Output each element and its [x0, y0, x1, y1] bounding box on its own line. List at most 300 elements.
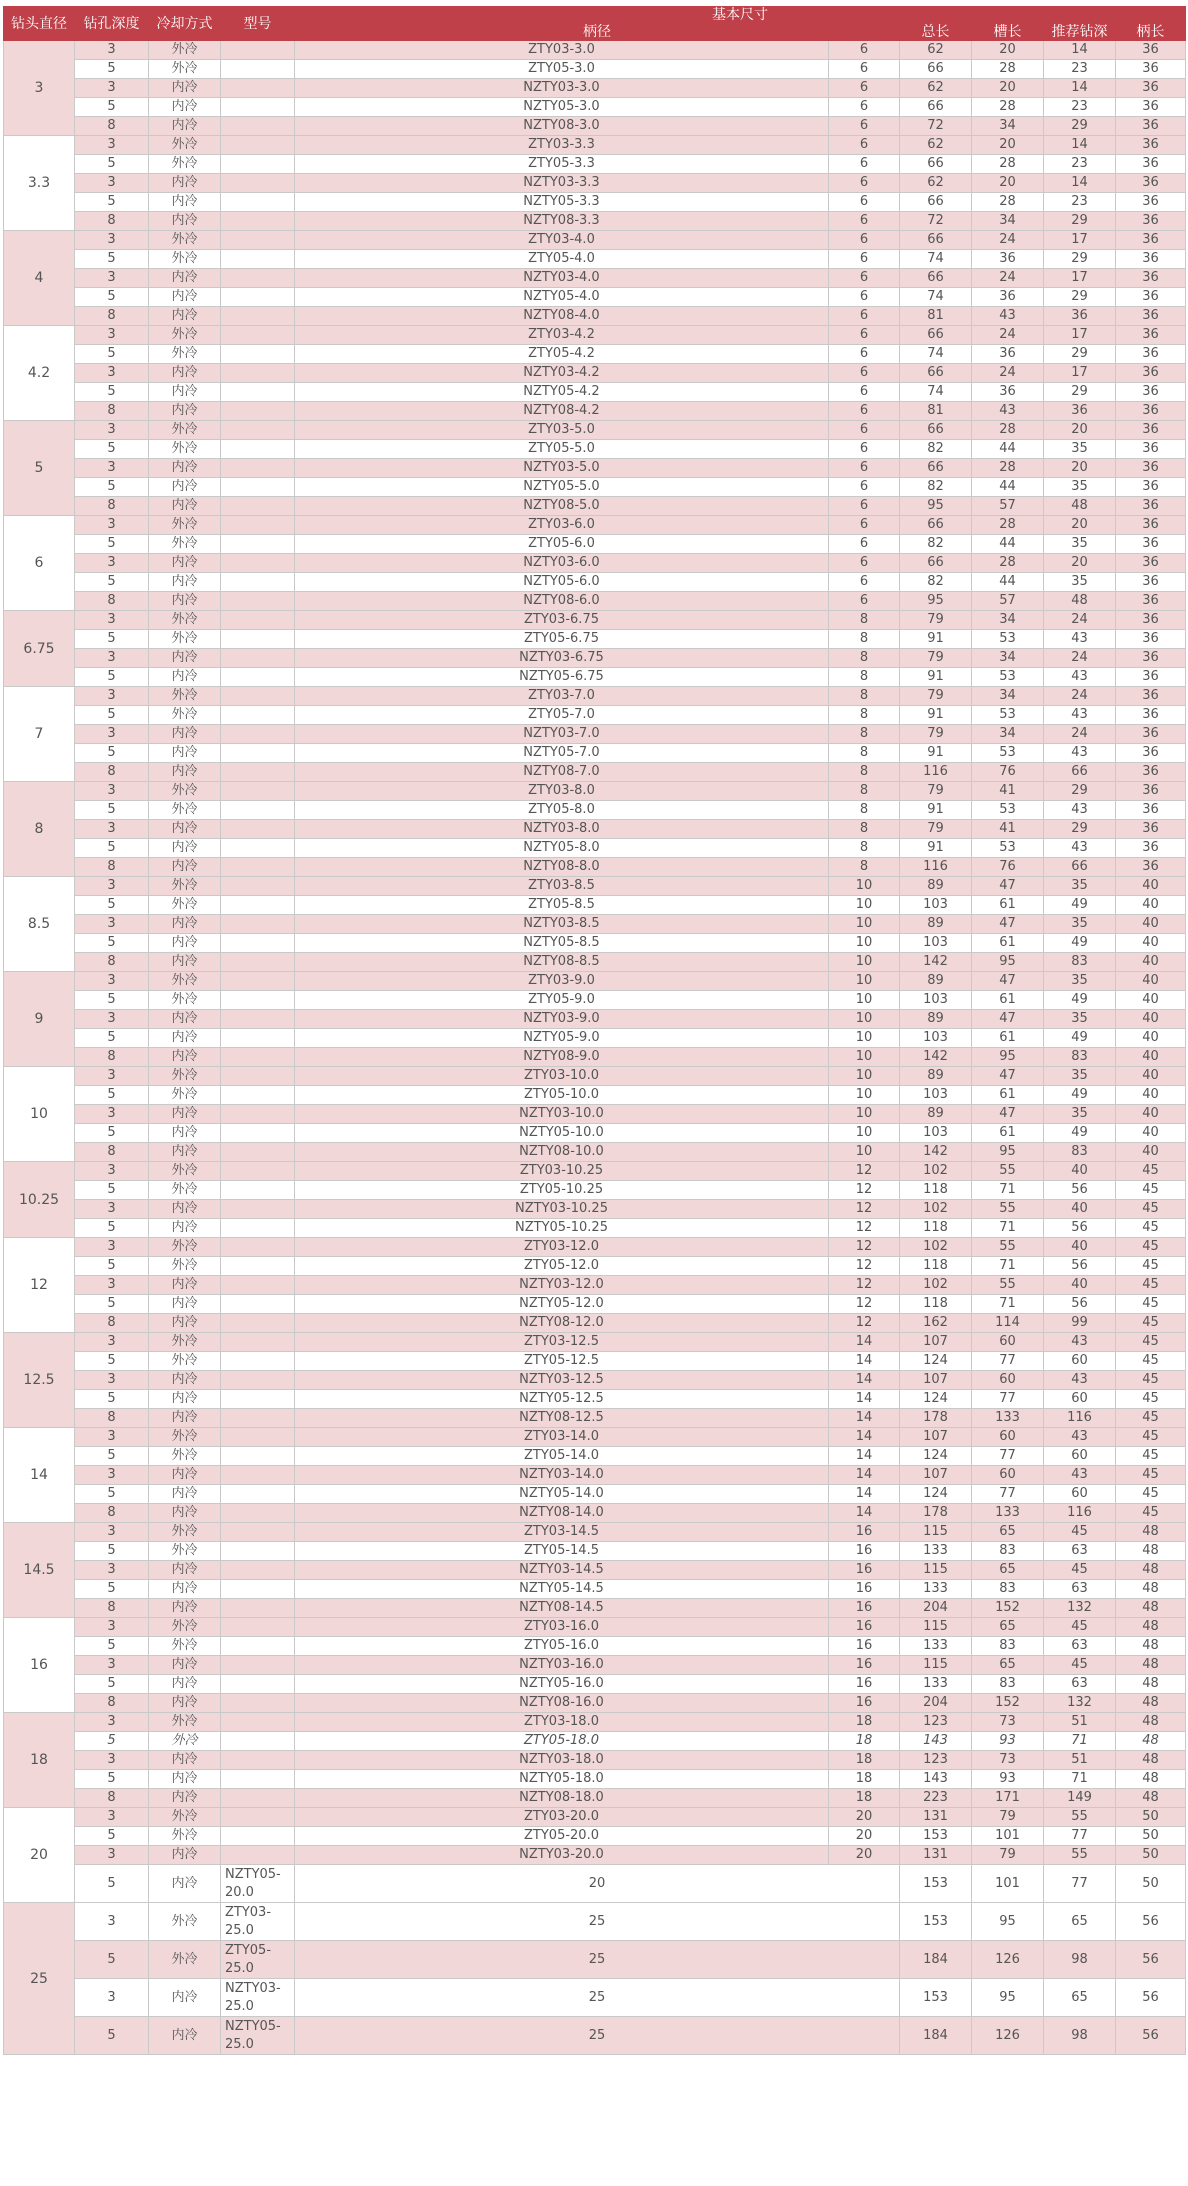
- total-length-cell: 102: [900, 1200, 972, 1219]
- cooling-cell: 内冷: [149, 1846, 221, 1865]
- recommended-depth-cell: 35: [1044, 1105, 1116, 1124]
- depth-cell: 5: [75, 630, 149, 649]
- cooling-cell: 外冷: [149, 611, 221, 630]
- model-spacer-cell: [221, 421, 295, 440]
- shank-diameter-cell: 14: [829, 1466, 900, 1485]
- model-cell: NZTY08-8.0: [295, 858, 829, 877]
- diameter-cell: 3: [4, 41, 75, 136]
- recommended-depth-cell: 20: [1044, 421, 1116, 440]
- cooling-cell: 内冷: [149, 592, 221, 611]
- shank-diameter-cell: 10: [829, 1086, 900, 1105]
- diameter-cell: 4: [4, 231, 75, 326]
- recommended-depth-cell: 35: [1044, 535, 1116, 554]
- shank-diameter-cell: 18: [829, 1770, 900, 1789]
- recommended-depth-cell: 17: [1044, 269, 1116, 288]
- cooling-cell: 内冷: [149, 1371, 221, 1390]
- recommended-depth-cell: 60: [1044, 1390, 1116, 1409]
- cooling-cell: 外冷: [149, 1732, 221, 1751]
- cooling-cell: 内冷: [149, 364, 221, 383]
- table-row: [4, 459, 1186, 478]
- shank-length-cell: 45: [1116, 1352, 1186, 1371]
- table-row: [4, 364, 1186, 383]
- model-spacer-cell: [221, 630, 295, 649]
- model-cell: ZTY03-8.0: [295, 782, 829, 801]
- shank-diameter-cell: 8: [829, 611, 900, 630]
- table-row: [4, 1865, 1186, 1903]
- recommended-depth-cell: 36: [1044, 402, 1116, 421]
- recommended-depth-cell: 43: [1044, 839, 1116, 858]
- table-row: [4, 1276, 1186, 1295]
- cooling-cell: 内冷: [149, 1010, 221, 1029]
- model-spacer-cell: [221, 535, 295, 554]
- table-row: [4, 478, 1186, 497]
- cooling-cell: 内冷: [149, 117, 221, 136]
- table-row: [4, 1238, 1186, 1257]
- cooling-cell: 外冷: [149, 1903, 221, 1941]
- recommended-depth-cell: 20: [1044, 459, 1116, 478]
- model-spacer-cell: [221, 345, 295, 364]
- cooling-cell: 内冷: [149, 858, 221, 877]
- shank-diameter-cell: 10: [829, 1010, 900, 1029]
- shank-length-cell: 45: [1116, 1276, 1186, 1295]
- shank-length-cell: 50: [1116, 1827, 1186, 1846]
- model-spacer-cell: [221, 117, 295, 136]
- slot-length-cell: 171: [972, 1789, 1044, 1808]
- depth-cell: 3: [75, 231, 149, 250]
- shank-length-cell: 36: [1116, 630, 1186, 649]
- model-cell: ZTY03-18.0: [295, 1713, 829, 1732]
- cooling-cell: 内冷: [149, 953, 221, 972]
- table-row: [4, 839, 1186, 858]
- shank-length-cell: 36: [1116, 79, 1186, 98]
- table-row: [4, 1162, 1186, 1181]
- cooling-cell: 内冷: [149, 1979, 221, 2017]
- table-row: [4, 1656, 1186, 1675]
- slot-length-cell: 24: [972, 269, 1044, 288]
- model-spacer-cell: [221, 459, 295, 478]
- cooling-cell: 内冷: [149, 288, 221, 307]
- shank-length-cell: 45: [1116, 1333, 1186, 1352]
- shank-diameter-cell: 18: [829, 1732, 900, 1751]
- recommended-depth-cell: 98: [1044, 2017, 1116, 2055]
- total-length-cell: 66: [900, 155, 972, 174]
- model-cell: NZTY05-16.0: [295, 1675, 829, 1694]
- model-cell: NZTY08-14.0: [295, 1504, 829, 1523]
- depth-cell: 5: [75, 535, 149, 554]
- cooling-cell: 内冷: [149, 478, 221, 497]
- total-length-cell: 103: [900, 1029, 972, 1048]
- slot-length-cell: 28: [972, 554, 1044, 573]
- recommended-depth-cell: 29: [1044, 782, 1116, 801]
- model-spacer-cell: [221, 1029, 295, 1048]
- depth-cell: 5: [75, 288, 149, 307]
- model-cell: NZTY08-3.0: [295, 117, 829, 136]
- slot-length-cell: 95: [972, 1903, 1044, 1941]
- depth-cell: 5: [75, 1029, 149, 1048]
- model-cell: ZTY05-10.25: [295, 1181, 829, 1200]
- table-row: [4, 1086, 1186, 1105]
- table-row: [4, 1409, 1186, 1428]
- depth-cell: 8: [75, 1314, 149, 1333]
- total-length-cell: 66: [900, 269, 972, 288]
- depth-cell: 3: [75, 1200, 149, 1219]
- depth-cell: 8: [75, 1143, 149, 1162]
- depth-cell: 8: [75, 763, 149, 782]
- diameter-cell: 10.25: [4, 1162, 75, 1238]
- model-cell: ZTY03-4.2: [295, 326, 829, 345]
- shank-diameter-cell: 10: [829, 1048, 900, 1067]
- shank-diameter-cell: 10: [829, 991, 900, 1010]
- shank-length-cell: 48: [1116, 1637, 1186, 1656]
- table-row: [4, 706, 1186, 725]
- model-spacer-cell: [221, 1124, 295, 1143]
- model-cell: NZTY08-12.0: [295, 1314, 829, 1333]
- slot-length-cell: 73: [972, 1751, 1044, 1770]
- model-cell: ZTY03-3.0: [295, 41, 829, 60]
- depth-cell: 3: [75, 820, 149, 839]
- shank-length-cell: 50: [1116, 1865, 1186, 1903]
- depth-cell: 3: [75, 1371, 149, 1390]
- model-spacer-cell: [221, 231, 295, 250]
- model-spacer-cell: [221, 592, 295, 611]
- recommended-depth-cell: 63: [1044, 1675, 1116, 1694]
- shank-length-cell: 48: [1116, 1694, 1186, 1713]
- model-spacer-cell: [221, 839, 295, 858]
- model-spacer-cell: [221, 1390, 295, 1409]
- model-cell: NZTY05-12.5: [295, 1390, 829, 1409]
- shank-length-cell: 40: [1116, 991, 1186, 1010]
- slot-length-cell: 44: [972, 573, 1044, 592]
- slot-length-cell: 28: [972, 421, 1044, 440]
- recommended-depth-cell: 29: [1044, 820, 1116, 839]
- recommended-depth-cell: 35: [1044, 1010, 1116, 1029]
- shank-length-cell: 36: [1116, 288, 1186, 307]
- slot-length-cell: 61: [972, 1086, 1044, 1105]
- total-length-cell: 124: [900, 1390, 972, 1409]
- recommended-depth-cell: 20: [1044, 554, 1116, 573]
- diameter-cell: 16: [4, 1618, 75, 1713]
- cooling-cell: 外冷: [149, 877, 221, 896]
- slot-length-cell: 36: [972, 345, 1044, 364]
- shank-length-cell: 56: [1116, 2017, 1186, 2055]
- depth-cell: 3: [75, 725, 149, 744]
- depth-cell: 8: [75, 1694, 149, 1713]
- recommended-depth-cell: 56: [1044, 1181, 1116, 1200]
- shank-length-cell: 45: [1116, 1238, 1186, 1257]
- model-spacer-cell: [221, 687, 295, 706]
- table-row: [4, 41, 1186, 60]
- shank-length-cell: 36: [1116, 782, 1186, 801]
- shank-length-cell: 36: [1116, 136, 1186, 155]
- shank-length-cell: 40: [1116, 915, 1186, 934]
- shank-length-cell: 36: [1116, 41, 1186, 60]
- total-length-cell: 72: [900, 212, 972, 231]
- shank-diameter-cell: 6: [829, 326, 900, 345]
- table-row: [4, 801, 1186, 820]
- model-spacer-cell: [221, 1428, 295, 1447]
- shank-length-cell: 45: [1116, 1409, 1186, 1428]
- model-spacer-cell: [221, 478, 295, 497]
- depth-cell: 3: [75, 1979, 149, 2017]
- shank-length-cell: 36: [1116, 744, 1186, 763]
- slot-length-cell: 83: [972, 1675, 1044, 1694]
- shank-diameter-cell: 12: [829, 1219, 900, 1238]
- depth-cell: 5: [75, 1124, 149, 1143]
- total-length-cell: 103: [900, 896, 972, 915]
- shank-length-cell: 36: [1116, 478, 1186, 497]
- total-length-cell: 89: [900, 1010, 972, 1029]
- model-spacer-cell: [221, 1010, 295, 1029]
- model-spacer-cell: [221, 1314, 295, 1333]
- header-shank-length: 柄长: [1116, 24, 1186, 41]
- slot-length-cell: 20: [972, 136, 1044, 155]
- model-cell: ZTY05-3.3: [295, 155, 829, 174]
- model-cell: ZTY03-6.0: [295, 516, 829, 535]
- shank-length-cell: 48: [1116, 1713, 1186, 1732]
- depth-cell: 5: [75, 1086, 149, 1105]
- total-length-cell: 143: [900, 1770, 972, 1789]
- shank-diameter-cell: 20: [829, 1827, 900, 1846]
- table-row: [4, 1713, 1186, 1732]
- depth-cell: 3: [75, 1333, 149, 1352]
- total-length-cell: 118: [900, 1219, 972, 1238]
- total-length-cell: 204: [900, 1694, 972, 1713]
- model-cell: ZTY05-9.0: [295, 991, 829, 1010]
- slot-length-cell: 36: [972, 383, 1044, 402]
- table-row: [4, 744, 1186, 763]
- total-length-cell: 74: [900, 383, 972, 402]
- shank-length-cell: 45: [1116, 1219, 1186, 1238]
- depth-cell: 3: [75, 1238, 149, 1257]
- shank-length-cell: 48: [1116, 1789, 1186, 1808]
- slot-length-cell: 53: [972, 801, 1044, 820]
- shank-diameter-cell: 10: [829, 1029, 900, 1048]
- slot-length-cell: 61: [972, 1029, 1044, 1048]
- depth-cell: 3: [75, 1846, 149, 1865]
- depth-cell: 5: [75, 991, 149, 1010]
- depth-cell: 5: [75, 573, 149, 592]
- total-length-cell: 162: [900, 1314, 972, 1333]
- depth-cell: 5: [75, 1181, 149, 1200]
- depth-cell: 3: [75, 1162, 149, 1181]
- slot-length-cell: 34: [972, 611, 1044, 630]
- model-spacer-cell: [221, 307, 295, 326]
- table-row: [4, 383, 1186, 402]
- total-length-cell: 103: [900, 1086, 972, 1105]
- cooling-cell: 内冷: [149, 1694, 221, 1713]
- shank-diameter-cell: 8: [829, 763, 900, 782]
- total-length-cell: 116: [900, 858, 972, 877]
- shank-length-cell: 40: [1116, 1048, 1186, 1067]
- shank-diameter-cell: 14: [829, 1504, 900, 1523]
- diameter-cell: 12: [4, 1238, 75, 1333]
- model-spacer-cell: [221, 364, 295, 383]
- recommended-depth-cell: 149: [1044, 1789, 1116, 1808]
- slot-length-cell: 55: [972, 1238, 1044, 1257]
- model-cell: NZTY05-7.0: [295, 744, 829, 763]
- cooling-cell: 外冷: [149, 991, 221, 1010]
- cooling-cell: 内冷: [149, 1219, 221, 1238]
- table-row: [4, 2017, 1186, 2055]
- table-row: [4, 231, 1186, 250]
- diameter-cell: 14.5: [4, 1523, 75, 1618]
- cooling-cell: 内冷: [149, 725, 221, 744]
- diameter-cell: 20: [4, 1808, 75, 1903]
- table-row: [4, 972, 1186, 991]
- recommended-depth-cell: 29: [1044, 383, 1116, 402]
- total-length-cell: 74: [900, 288, 972, 307]
- recommended-depth-cell: 14: [1044, 79, 1116, 98]
- table-row: [4, 1580, 1186, 1599]
- recommended-depth-cell: 51: [1044, 1751, 1116, 1770]
- table-row: [4, 535, 1186, 554]
- model-spacer-cell: [221, 1219, 295, 1238]
- model-spacer-cell: [221, 155, 295, 174]
- slot-length-cell: 36: [972, 288, 1044, 307]
- model-cell: ZTY05-20.0: [295, 1827, 829, 1846]
- model-cell: ZTY03-14.0: [295, 1428, 829, 1447]
- cooling-cell: 内冷: [149, 744, 221, 763]
- recommended-depth-cell: 65: [1044, 1979, 1116, 2017]
- table-row: [4, 1447, 1186, 1466]
- depth-cell: 3: [75, 79, 149, 98]
- slot-length-cell: 60: [972, 1333, 1044, 1352]
- model-cell: ZTY03-3.3: [295, 136, 829, 155]
- total-length-cell: 95: [900, 592, 972, 611]
- model-spacer-cell: [221, 896, 295, 915]
- depth-cell: 5: [75, 250, 149, 269]
- slot-length-cell: 47: [972, 1010, 1044, 1029]
- model-spacer-cell: [221, 136, 295, 155]
- table-row: [4, 1637, 1186, 1656]
- shank-diameter-cell: 8: [829, 782, 900, 801]
- shank-diameter-cell: 6: [829, 364, 900, 383]
- total-length-cell: 91: [900, 706, 972, 725]
- table-row: [4, 592, 1186, 611]
- header-slot-length: 槽长: [972, 24, 1044, 41]
- model-spacer-cell: [221, 79, 295, 98]
- slot-length-cell: 65: [972, 1618, 1044, 1637]
- model-cell: NZTY05-9.0: [295, 1029, 829, 1048]
- shank-diameter-cell: 6: [829, 174, 900, 193]
- shank-diameter-cell: 12: [829, 1257, 900, 1276]
- total-length-cell: 115: [900, 1523, 972, 1542]
- model-spacer-cell: [221, 1561, 295, 1580]
- shank-length-cell: 36: [1116, 60, 1186, 79]
- model-spacer-cell: [221, 858, 295, 877]
- table-row: [4, 896, 1186, 915]
- shank-diameter-cell: 6: [829, 383, 900, 402]
- slot-length-cell: 41: [972, 820, 1044, 839]
- shank-length-cell: 48: [1116, 1732, 1186, 1751]
- shank-diameter-cell: 6: [829, 573, 900, 592]
- model-cell: ZTY03-9.0: [295, 972, 829, 991]
- total-length-cell: 142: [900, 1048, 972, 1067]
- model-spacer-cell: [221, 1143, 295, 1162]
- recommended-depth-cell: 71: [1044, 1770, 1116, 1789]
- recommended-depth-cell: 24: [1044, 611, 1116, 630]
- model-cell: ZTY03-10.0: [295, 1067, 829, 1086]
- table-row: [4, 1751, 1186, 1770]
- recommended-depth-cell: 40: [1044, 1162, 1116, 1181]
- recommended-depth-cell: 63: [1044, 1637, 1116, 1656]
- cooling-cell: 外冷: [149, 41, 221, 60]
- depth-cell: 3: [75, 915, 149, 934]
- total-length-cell: 62: [900, 41, 972, 60]
- recommended-depth-cell: 43: [1044, 1466, 1116, 1485]
- model-cell: NZTY05-10.0: [295, 1124, 829, 1143]
- header-total-length: 总长: [900, 24, 972, 41]
- total-length-cell: 91: [900, 668, 972, 687]
- slot-length-cell: 71: [972, 1257, 1044, 1276]
- slot-length-cell: 28: [972, 193, 1044, 212]
- depth-cell: 5: [75, 1675, 149, 1694]
- shank-diameter-cell: 16: [829, 1675, 900, 1694]
- table-row: [4, 1428, 1186, 1447]
- shank-length-cell: 48: [1116, 1675, 1186, 1694]
- table-row: [4, 782, 1186, 801]
- depth-cell: 3: [75, 877, 149, 896]
- shank-length-cell: 36: [1116, 383, 1186, 402]
- model-cell: NZTY08-4.2: [295, 402, 829, 421]
- total-length-cell: 102: [900, 1162, 972, 1181]
- model-spacer-cell: [221, 1295, 295, 1314]
- diameter-cell: 4.2: [4, 326, 75, 421]
- cooling-cell: 外冷: [149, 1428, 221, 1447]
- model-cell: ZTY03-16.0: [295, 1618, 829, 1637]
- total-length-cell: 82: [900, 440, 972, 459]
- model-spacer-cell: [221, 1732, 295, 1751]
- table-row: [4, 1466, 1186, 1485]
- slot-length-cell: 152: [972, 1694, 1044, 1713]
- table-row: [4, 212, 1186, 231]
- cooling-cell: 外冷: [149, 421, 221, 440]
- total-length-cell: 133: [900, 1542, 972, 1561]
- recommended-depth-cell: 17: [1044, 231, 1116, 250]
- cooling-cell: 内冷: [149, 174, 221, 193]
- slot-length-cell: 126: [972, 2017, 1044, 2055]
- model-spacer-cell: [221, 554, 295, 573]
- slot-length-cell: 47: [972, 972, 1044, 991]
- total-length-cell: 133: [900, 1580, 972, 1599]
- shank-diameter-cell: 6: [829, 212, 900, 231]
- recommended-depth-cell: 77: [1044, 1865, 1116, 1903]
- recommended-depth-cell: 24: [1044, 687, 1116, 706]
- depth-cell: 5: [75, 155, 149, 174]
- shank-length-cell: 36: [1116, 212, 1186, 231]
- model-spacer-cell: [221, 497, 295, 516]
- model-spacer-cell: [221, 288, 295, 307]
- shank-diameter-cell: 16: [829, 1599, 900, 1618]
- model-cell: NZTY08-10.0: [295, 1143, 829, 1162]
- shank-diameter-cell: 14: [829, 1333, 900, 1352]
- shank-diameter-cell: 16: [829, 1637, 900, 1656]
- depth-cell: 3: [75, 649, 149, 668]
- shank-diameter-cell: 8: [829, 839, 900, 858]
- cooling-cell: 外冷: [149, 1333, 221, 1352]
- shank-length-cell: 36: [1116, 820, 1186, 839]
- table-row: [4, 497, 1186, 516]
- shank-diameter-cell: 6: [829, 402, 900, 421]
- shank-length-cell: 36: [1116, 155, 1186, 174]
- header-model: 型号: [221, 7, 295, 41]
- recommended-depth-cell: 45: [1044, 1561, 1116, 1580]
- header-cooling: 冷却方式: [149, 7, 221, 41]
- diameter-cell: 6: [4, 516, 75, 611]
- depth-cell: 3: [75, 1713, 149, 1732]
- shank-diameter-cell: 18: [829, 1713, 900, 1732]
- slot-length-cell: 77: [972, 1485, 1044, 1504]
